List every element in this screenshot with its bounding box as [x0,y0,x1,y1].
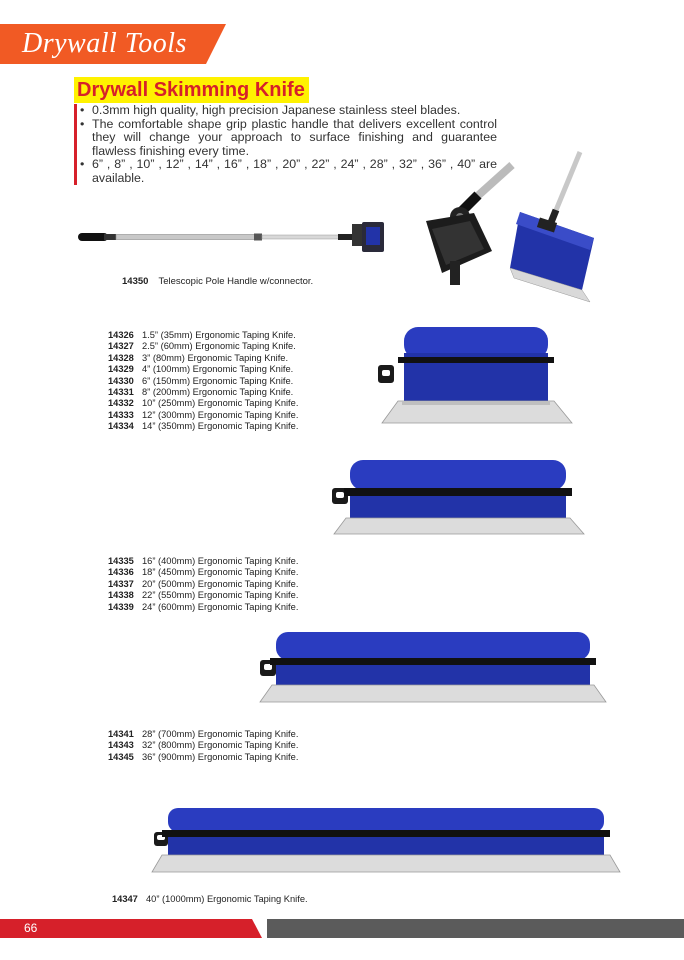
product-code: 14336 [108,567,134,578]
product-row [108,752,298,763]
product-description: 18” (450mm) Ergonomic Taping Knife. [142,567,299,578]
product-title: Drywall Skimming Knife [74,77,309,103]
pole-caption [122,276,313,287]
product-row [108,556,298,567]
page-number: 66 [24,921,38,935]
product-description: 10” (250mm) Ergonomic Taping Knife. [142,398,299,409]
product-code: 14341 [108,729,134,739]
product-code: 14339 [108,601,134,612]
product-description: 12” (300mm) Ergonomic Taping Knife. [142,409,299,420]
product-code: 14327 [108,341,134,352]
product-description: 8” (200mm) Ergonomic Taping Knife. [142,387,294,398]
product-row [108,410,298,421]
product-row [108,579,298,590]
product-row [108,590,298,601]
product-code: 14345 [108,751,134,762]
product-description: 2.5” (60mm) Ergonomic Taping Knife. [142,341,296,352]
knife-large-image [258,630,608,706]
product-code: 14329 [108,364,134,375]
product-code: 14330 [108,375,134,386]
product-code: 14343 [108,740,134,751]
product-code: 14338 [108,590,134,601]
product-code: 14331 [108,387,134,398]
footer-red-bar [0,919,262,938]
product-row [112,894,308,905]
product-code: 14326 [108,330,134,340]
knife-with-pole-image [502,150,612,310]
section-title: Drywall Tools [22,28,187,59]
product-row [108,364,298,375]
product-description: 32” (800mm) Ergonomic Taping Knife. [142,740,299,751]
product-row [108,421,298,432]
product-row [108,602,298,613]
product-row [108,387,298,398]
product-code: 14334 [108,421,134,432]
product-group-1 [108,330,298,433]
feature-item: • 6” , 8” , 10” , 12” , 14” , 16” , 18” , 20” , 22” , 24” , 28” , 32” , 36” , 40” are available. [80,158,497,185]
product-description: 14” (350mm) Ergonomic Taping Knife. [142,421,299,432]
product-description: 6” (150mm) Ergonomic Taping Knife. [142,375,294,386]
product-row [108,729,298,740]
product-row [108,740,298,751]
product-code: 14333 [108,409,134,420]
product-description: 1.5” (35mm) Ergonomic Taping Knife. [142,330,296,340]
product-description: Telescopic Pole Handle w/connector. [158,276,314,287]
product-group-3 [108,729,298,763]
product-row [108,341,298,352]
product-group-4 [112,894,308,905]
product-code: 14347 [112,894,138,904]
accent-bar [74,104,77,185]
product-row [108,376,298,387]
product-group-2 [108,556,298,613]
knife-medium-image [330,458,588,538]
feature-item: • 0.3mm high quality, high precision Japanese stainless steel blades. [80,104,497,118]
product-description: 3” (80mm) Ergonomic Taping Knife. [142,352,289,363]
product-row [108,398,298,409]
product-code: 14335 [108,556,134,566]
product-row [108,567,298,578]
product-row [108,330,298,341]
knife-xlarge-image [150,806,622,876]
product-description: 20” (500mm) Ergonomic Taping Knife. [142,578,299,589]
feature-item: • The comfortable shape grip plastic handle that delivers excellent control they will change your approach to surface finishing and guarantee flawless finishing every time. [80,118,497,159]
product-code: 14328 [108,352,134,363]
product-description: 22” (550mm) Ergonomic Taping Knife. [142,590,299,601]
product-description: 16” (400mm) Ergonomic Taping Knife. [142,556,299,566]
product-description: 24” (600mm) Ergonomic Taping Knife. [142,601,299,612]
product-code: 14337 [108,578,134,589]
product-description: 36” (900mm) Ergonomic Taping Knife. [142,751,299,762]
product-code: 14350 [122,276,149,287]
knife-small-image [376,325,580,427]
section-banner [0,24,226,64]
telescopic-pole-image [76,218,388,258]
product-code: 14332 [108,398,134,409]
product-row [108,353,298,364]
product-description: 4” (100mm) Ergonomic Taping Knife. [142,364,294,375]
product-description: 40” (1000mm) Ergonomic Taping Knife. [146,894,308,904]
product-description: 28” (700mm) Ergonomic Taping Knife. [142,729,299,739]
footer-gray-bar [267,919,684,938]
